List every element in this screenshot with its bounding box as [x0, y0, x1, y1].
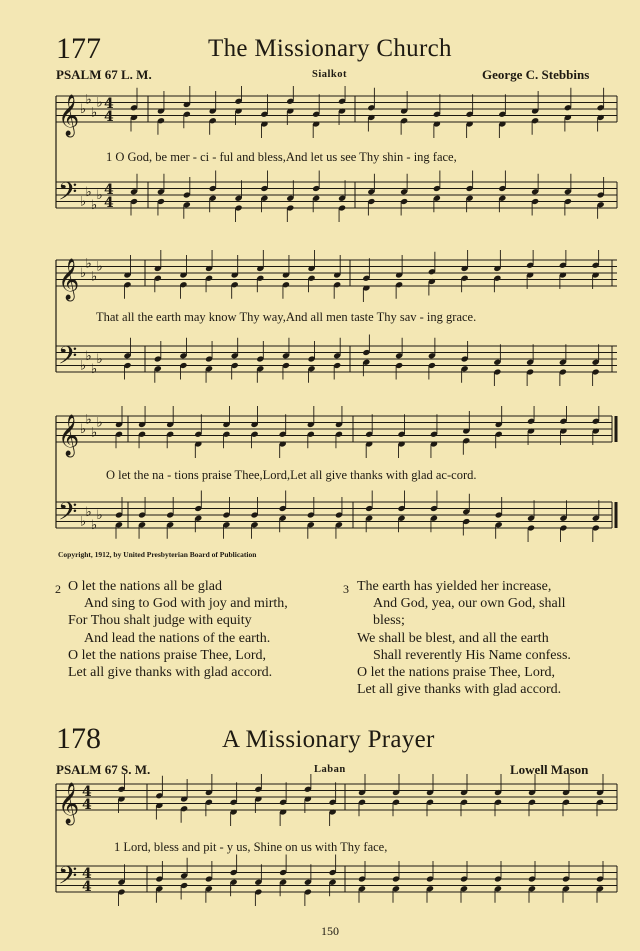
verse-line: Shall reverently His Name confess. [373, 647, 571, 663]
svg-text:♭: ♭ [80, 266, 87, 281]
svg-text:♭: ♭ [80, 102, 87, 117]
lyric-line: That all the earth may know Thy way,And all men taste Thy sav - ing grace. [96, 310, 477, 324]
svg-text:♭: ♭ [96, 95, 103, 111]
svg-text:𝄢: 𝄢 [58, 861, 78, 897]
tune-name: Laban [314, 764, 346, 775]
svg-text:𝄢: 𝄢 [58, 497, 78, 533]
svg-text:𝄢: 𝄢 [58, 341, 78, 377]
svg-text:♭: ♭ [96, 508, 103, 523]
page-number: 150 [321, 924, 339, 938]
svg-text:♭: ♭ [91, 361, 98, 377]
svg-text:♭: ♭ [91, 425, 98, 441]
verse-line: And God, yea, our own God, shall [373, 596, 566, 612]
svg-text:♭: ♭ [80, 422, 87, 437]
svg-text:4: 4 [104, 195, 114, 211]
verse-line: And lead the nations of the earth. [84, 630, 271, 646]
svg-text:♭: ♭ [91, 105, 98, 121]
verse-line: The earth has yielded her increase, [357, 579, 552, 594]
svg-text:4: 4 [82, 784, 92, 800]
svg-text:4: 4 [82, 879, 92, 895]
svg-text:𝄞: 𝄞 [58, 259, 80, 300]
svg-text:♭: ♭ [85, 348, 92, 364]
svg-text:𝄞: 𝄞 [58, 415, 80, 456]
verse-number: 3 [343, 582, 349, 596]
svg-text:4: 4 [104, 96, 114, 112]
svg-text:♭: ♭ [96, 352, 103, 367]
verse-line: We shall be blest, and all the earth [357, 630, 549, 646]
svg-text:4: 4 [82, 797, 92, 813]
svg-text:♭: ♭ [80, 514, 87, 530]
lyric-line: 1 O God, be mer - ci - ful and bless,And let us see Thy shin - ing face, [106, 150, 457, 164]
verse-3 [357, 578, 571, 698]
svg-text:𝄞: 𝄞 [58, 783, 80, 824]
svg-text:♭: ♭ [85, 256, 92, 272]
hymn-title: A Missionary Prayer [222, 726, 435, 753]
svg-text:♭: ♭ [96, 259, 103, 275]
svg-text:♭: ♭ [80, 358, 87, 374]
svg-text:4: 4 [82, 866, 92, 882]
svg-text:♭: ♭ [91, 197, 98, 213]
svg-text:♭: ♭ [85, 504, 92, 520]
verse-line: And sing to God with joy and mirth, [84, 596, 288, 612]
verse-line: Let all give thanks with glad accord. [357, 682, 562, 698]
svg-text:𝄢: 𝄢 [58, 177, 78, 213]
svg-text:♭: ♭ [85, 92, 92, 108]
verse-line: O let the nations praise Thee, Lord, [357, 665, 556, 681]
composer-name: George C. Stebbins [482, 67, 590, 82]
verse-2 [68, 578, 288, 681]
svg-text:♭: ♭ [85, 412, 92, 428]
hymn-number: 177 [56, 32, 101, 65]
svg-text:𝄞: 𝄞 [58, 95, 80, 136]
verse-line: For Thou shalt judge with equity [68, 613, 252, 629]
svg-text:♭: ♭ [96, 188, 103, 203]
lyric-line: O let the na - tions praise Thee,Lord,Let all give thanks with glad ac-cord. [106, 468, 477, 482]
svg-text:♭: ♭ [91, 517, 98, 533]
copyright-notice: Copyright, 1912, by United Presbyterian Board of Publication [58, 550, 257, 559]
verse-line: Let all give thanks with glad accord. [68, 665, 273, 681]
svg-text:♭: ♭ [80, 194, 87, 210]
tune-name: Sialkot [312, 69, 348, 80]
meter-label: PSALM 67 L. M. [56, 67, 152, 82]
svg-text:♭: ♭ [91, 269, 98, 285]
composer-name: Lowell Mason [510, 762, 589, 777]
verse-number: 2 [55, 582, 61, 596]
meter-label: PSALM 67 S. M. [56, 762, 151, 777]
svg-text:♭: ♭ [85, 184, 92, 200]
svg-text:4: 4 [104, 109, 114, 125]
hymn-number: 178 [56, 722, 101, 755]
svg-text:♭: ♭ [96, 415, 103, 431]
lyric-line: 1 Lord, bless and pit - y us, Shine on us with Thy face, [114, 840, 388, 854]
verse-line: bless; [373, 613, 405, 629]
svg-text:4: 4 [104, 182, 114, 198]
hymn-title: The Missionary Church [208, 35, 452, 62]
verse-line: O let the nations praise Thee, Lord, [68, 647, 267, 663]
verse-line: O let the nations all be glad [68, 579, 222, 594]
